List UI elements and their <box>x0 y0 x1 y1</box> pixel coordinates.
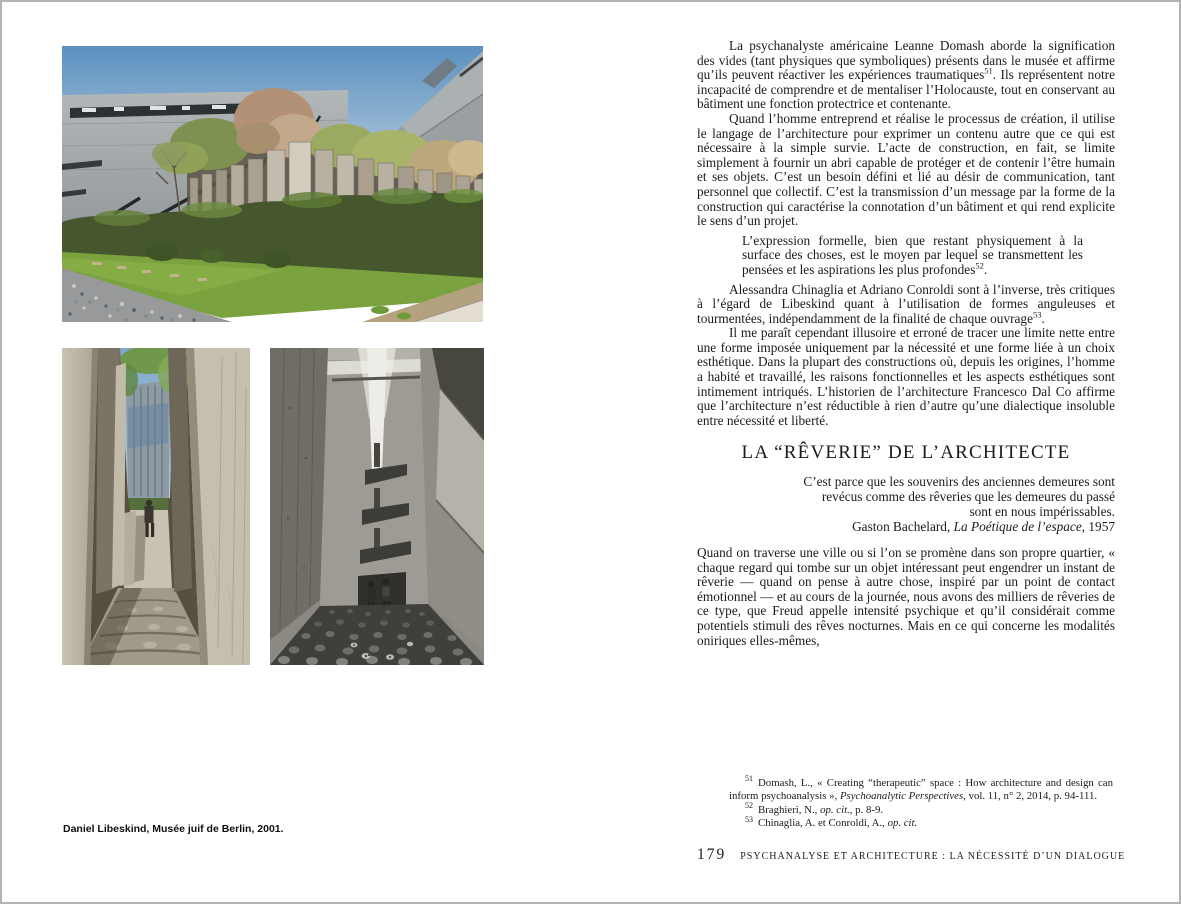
garden-of-exile-exterior-illustration <box>62 46 483 322</box>
footnote-ref-52: 52 <box>975 260 984 271</box>
page-number: 179 <box>697 846 727 863</box>
photo-garden-of-exile-pillars <box>62 348 250 665</box>
photo-garden-of-exile-exterior <box>62 46 483 322</box>
pillar-corridor-illustration <box>62 348 250 665</box>
photo-memory-void <box>270 348 484 665</box>
blockquote-braghieri: L’expression formelle, bien que restant physiquement à la surface des choses, est le moyen par lequel se transmettent les pensées et les aspirations les plus profondes$^{52}$. <box>742 232 1083 277</box>
running-title: PSYCHANALYSE ET ARCHITECTURE : LA NÉCESSITÉ D’UN DIALOGUE <box>740 851 1126 862</box>
left-wall <box>270 348 328 640</box>
paragraph-domash: La psychanalyste américaine Leanne Domash aborde la signification des vides (tant physiques que symboliques) présents dans le musée et affirme qu’ils peuvent réactiver les expériences traumatiques$^{51}$. Ils représentent notre incapacité de comprendre et de mentaliser l’Holocauste, tout en conservant au bâtiment une fonction protectrice et contenante. <box>697 38 1116 112</box>
receding-pillar-face-2 <box>134 515 146 582</box>
footnote-53: $^{53}$ Chinaglia, A. et Conroldi, A., op. cit. <box>745 814 918 830</box>
epigraph: C’est parce que les souvenirs des anciennes demeures sont revécus comme des rêveries que les demeures du passé sont en nous impérissables. <box>803 474 1115 520</box>
memory-void-illustration <box>270 348 484 665</box>
paragraph-chinaglia: Alessandra Chinaglia et Adriano Conroldi sont à l’inverse, très critiques à l’égard de Libeskind quant à l’utilisation de formes anguleuses et tourmentées, indépendamment de la finalité de chaque ouvrage$^{53}$. <box>697 281 1115 326</box>
footnote-ref-51: 51 <box>984 65 993 76</box>
section-heading: LA “RÊVERIE” DE L’ARCHITECTE <box>741 442 1071 464</box>
paragraph-reverie: Quand on traverse une ville ou si l’on se promène dans son propre quartier, « chaque regard qui tombe sur un objet intéressant peut engendrer un instant de rêverie — quand on pense à autre chose, inspiré par un point de contact émotionnel — et au cours de la journée, nous avons des milliers de rêveries de ce type, que Freud appelle intensité psychique et qu’il considérait comme potentiels stimuli des rêves nocturnes. Mais en ce qui concerne les modalités oniriques elles-mêmes, <box>697 545 1115 648</box>
epigraph-attribution: Gaston Bachelard, La Poétique de l’espace, 1957 <box>852 519 1115 535</box>
page-footer <box>697 846 1127 864</box>
text-column <box>697 39 1115 648</box>
paragraph-creation: Quand l’homme entreprend et réalise le processus de création, il utilise le langage de l’architecture pour exprimer un contenu autre que ce qui est nécessaire à la simple survie. L’acte de construction, en fait, se limite simplement à fournir un abri capable de protéger et de contenir l’être humain et ses objets. C’est un besoin défini et lié au désir de communication, tant personnel que collectif. C’est la transmission d’un message par la forme de la construction qui caractérise la connotation d’un bâtiment et qui rend explicite le sens d’un projet. <box>697 110 1115 229</box>
footnote-ref-53: 53 <box>1032 309 1042 320</box>
photo-caption: Daniel Libeskind, Musée juif de Berlin, 2001. <box>63 823 284 835</box>
distant-building <box>126 380 170 498</box>
footnote-52: $^{52}$ Braghieri, N., op. cit., p. 8-9. <box>745 801 884 816</box>
paragraph-dal-co: Il me paraît cependant illusoire et erroné de tracer une limite nette entre une forme imposée uniquement par la nécessité et une forme liée à un choix esthétique. Dans la plupart des constructions où, depuis les origines, l’homme a habité et travaillé, les raisons fonctionnelles et les aspects esthétiques sont intimement intriqués. L’historien de l’architecture Francesco Dal Co affirme que l’architecture n’est réductible à rien d’autre qu’une dialectique insoluble entre nécessité et liberté. <box>697 325 1115 428</box>
footnote-51: $^{51}$ Domash, L., « Creating “therapeutic” space : How architecture and design can inform psychoanalysis », Psychoanalytic Perspectives, vol. 11, n° 2, 2014, p. 94-111. <box>729 774 1113 803</box>
footnotes <box>729 774 1113 831</box>
